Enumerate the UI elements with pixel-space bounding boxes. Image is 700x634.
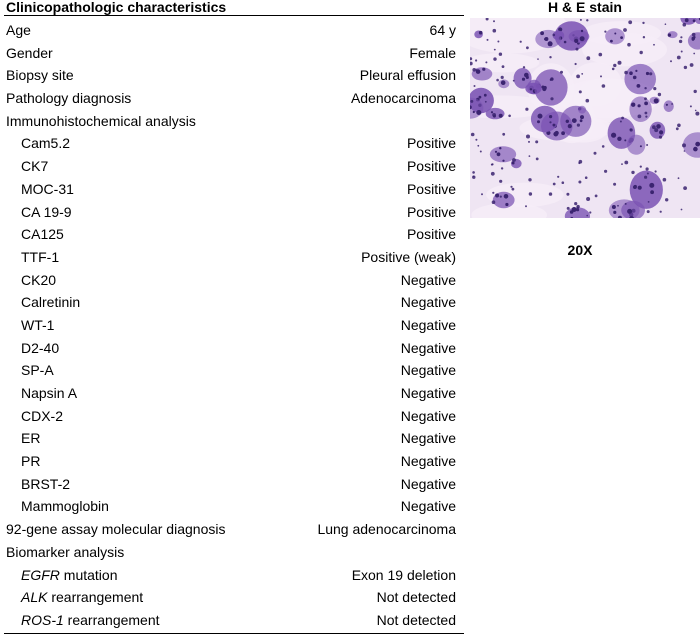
row-label: PR <box>21 453 41 470</box>
table-row <box>4 64 464 87</box>
table-row <box>4 359 464 382</box>
row-value: Negative <box>400 475 456 492</box>
row-label: Mammoglobin <box>21 498 109 515</box>
row-label <box>21 564 117 587</box>
table-row <box>4 246 464 269</box>
table-row <box>4 132 464 155</box>
row-value: Negative <box>400 430 456 447</box>
table-row <box>4 87 464 110</box>
row-label: Biopsy site <box>6 67 74 84</box>
row-label: ER <box>21 430 41 447</box>
table-row <box>4 42 464 65</box>
stain-title: H & E stain <box>548 0 622 15</box>
row-value: Positive <box>406 180 456 197</box>
gene-name: EGFR <box>21 566 60 583</box>
row-value: Negative <box>400 362 456 379</box>
magnification-label: 20X <box>567 242 593 258</box>
table-row <box>4 541 464 564</box>
row-value: Lung adenocarcinoma <box>317 521 456 538</box>
row-label: Calretinin <box>21 294 81 311</box>
row-value: Negative <box>400 316 456 333</box>
gene-name: ROS-1 <box>21 611 64 628</box>
row-label: MOC-31 <box>21 180 74 197</box>
he-stain-micrograph <box>470 18 700 218</box>
row-label: CK7 <box>21 158 49 175</box>
row-label: CK20 <box>21 271 57 288</box>
row-label: Biomarker analysis <box>6 543 125 560</box>
row-label: TTF-1 <box>21 248 60 265</box>
row-label <box>21 586 143 609</box>
row-label: CDX-2 <box>21 407 64 424</box>
table-row <box>4 337 464 360</box>
table-row <box>4 495 464 518</box>
row-value: Exon 19 deletion <box>351 566 456 583</box>
table-row <box>4 609 464 632</box>
row-label: SP-A <box>21 362 54 379</box>
row-value: Not detected <box>376 611 456 628</box>
table-row <box>4 110 464 133</box>
row-label-suffix: mutation <box>59 566 118 583</box>
row-value: Negative <box>400 407 456 424</box>
row-value: Adenocarcinoma <box>350 90 456 107</box>
table-row <box>4 155 464 178</box>
gene-name: ALK <box>21 589 48 606</box>
row-label: Immunohistochemical analysis <box>6 112 196 129</box>
row-value: Not detected <box>376 589 456 606</box>
row-value: Positive <box>406 226 456 243</box>
row-value: Female <box>409 44 456 61</box>
row-value: Negative <box>400 498 456 515</box>
row-value: Negative <box>400 385 456 401</box>
table-row <box>4 201 464 224</box>
row-label: CA125 <box>21 226 64 243</box>
table-header: Clinicopathologic characteristics <box>4 0 464 16</box>
row-label: WT-1 <box>21 316 55 333</box>
table-row <box>4 314 464 337</box>
row-value: Negative <box>400 453 456 470</box>
table-row <box>4 19 464 42</box>
table-row <box>4 564 464 587</box>
table-row <box>4 518 464 541</box>
table-row <box>4 427 464 450</box>
table-row <box>4 586 464 609</box>
row-value: Negative <box>400 294 456 311</box>
row-value: Positive (weak) <box>361 248 456 265</box>
table-row <box>4 269 464 292</box>
row-label: D2-40 <box>21 339 60 356</box>
row-value: Negative <box>400 271 456 288</box>
row-label: CA 19-9 <box>21 203 72 220</box>
row-label-suffix: rearrangement <box>47 589 144 606</box>
row-value: 64 y <box>429 22 456 38</box>
row-label: 92-gene assay molecular diagnosis <box>6 521 226 538</box>
row-value: Negative <box>400 339 456 356</box>
table-row <box>4 178 464 201</box>
table-row <box>4 291 464 314</box>
table-row <box>4 223 464 246</box>
row-label: BRST-2 <box>21 475 71 492</box>
micrograph-image <box>470 18 700 218</box>
row-label: Gender <box>6 44 53 61</box>
row-value: Positive <box>406 135 456 152</box>
table-row <box>4 382 464 405</box>
row-label: Napsin A <box>21 385 78 401</box>
clinicopathologic-table <box>4 0 464 634</box>
row-value: Positive <box>406 158 456 175</box>
table-row <box>4 405 464 428</box>
row-label: Pathology diagnosis <box>6 90 132 107</box>
row-label-suffix: rearrangement <box>63 611 160 628</box>
table-body <box>4 16 464 634</box>
table-row <box>4 473 464 496</box>
table-row <box>4 450 464 473</box>
row-label: Age <box>6 22 31 38</box>
row-label <box>21 609 160 632</box>
row-value: Positive <box>406 203 456 220</box>
row-label: Cam5.2 <box>21 135 71 152</box>
row-value: Pleural effusion <box>359 67 456 84</box>
